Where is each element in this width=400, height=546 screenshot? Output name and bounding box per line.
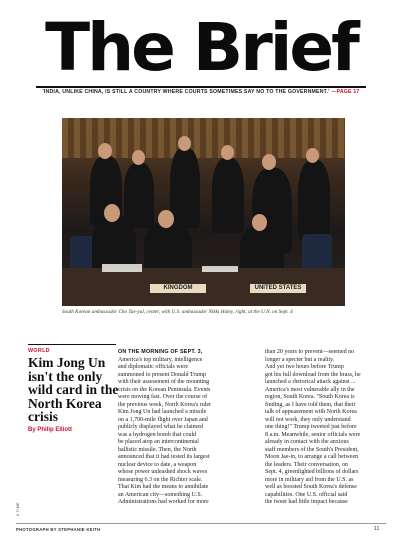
- column-line: measuring 6.3 on the Richter scale.: [118, 476, 203, 483]
- column-line: That Kim had the means to annihilate: [118, 484, 209, 491]
- column-line: one thing!" Trump tweeted just before: [265, 424, 357, 431]
- photo-credit: PHOTOGRAPH BY STEPHANIE KEITH: [16, 527, 101, 532]
- column-line: be placed atop an intercontinental: [118, 439, 199, 446]
- kicker-rule: [28, 344, 116, 345]
- column-line: was a hydrogen bomb that could: [118, 431, 197, 438]
- photo-head: [132, 150, 145, 165]
- column-line: staff members of the South's President,: [265, 446, 359, 453]
- column-line: capabilities. One U.S. official said: [265, 491, 348, 498]
- photo-figure: [298, 160, 330, 240]
- column-line: America's top military, intelligence: [118, 356, 203, 363]
- column-line: launched a rhetorical attack against ...: [265, 379, 356, 386]
- page-number: 11: [374, 526, 380, 532]
- column-line: America's most vulnerable ally in the: [265, 386, 355, 393]
- column-line: Administrations had worked for more: [118, 499, 209, 506]
- photo-head: [252, 214, 267, 231]
- photo-chair: [302, 234, 332, 270]
- article-lead-in: ON THE MORNING OF SEPT. 3,: [118, 349, 203, 355]
- column-line: were moving fast. Over the course of: [118, 394, 208, 401]
- photo-papers: [202, 266, 238, 272]
- article-byline: By Philip Elliott: [28, 427, 73, 433]
- column-line: the leaders. Their conversation, on: [265, 461, 348, 468]
- column-line: an American city—something U.S.: [118, 491, 203, 498]
- column-line: on a 1,700-mile flight over Japan and: [118, 416, 208, 423]
- photo-caption: South Korean ambassador Cho Tae-yul, center, with U.S. ambassador Nikki Haley, right, at the U.N. on Sept. 4: [62, 309, 293, 315]
- masthead-rule: [36, 86, 366, 88]
- column-line: with their assessment of the mounting: [118, 379, 210, 386]
- column-line: the tweet had little impact because: [265, 499, 348, 506]
- column-line: will not work, they only understand: [265, 416, 351, 423]
- column-line: more in military aid from the U.S. as: [265, 476, 354, 483]
- nameplate-right: UNITED STATES: [250, 284, 306, 293]
- photo-figure: [170, 148, 200, 228]
- column-line: summoned to present Donald Trump: [118, 371, 206, 378]
- column-line: the previous week, North Korea's ruler: [118, 401, 212, 408]
- photo-head: [306, 148, 319, 163]
- photo-head: [178, 136, 191, 151]
- column-line: already in contact with the anxious: [265, 439, 349, 446]
- article-column-2: [265, 349, 381, 507]
- column-line: announced that it had tested its largest: [118, 454, 210, 461]
- column-line: Sept. 4, greenlighted billions of dollars: [265, 469, 359, 476]
- section-kicker: WORLD: [28, 348, 50, 354]
- article-headline: Kim Jong Un isn't the only wild card in the North Korea crisis: [28, 355, 119, 424]
- column-line: got his full download from the brass, he: [265, 371, 361, 378]
- photo-head: [104, 204, 120, 222]
- column-line: 8 a.m. Meanwhile, senior officials were: [265, 431, 361, 438]
- photo-head: [158, 210, 174, 228]
- article-column-1: [118, 349, 234, 507]
- side-credit-text: 8 TIME: [16, 502, 20, 516]
- column-line: well as boosted South Korea's defense: [265, 484, 357, 491]
- nameplate-left: KINGDOM: [150, 284, 206, 293]
- column-line: crisis on the Korean Peninsula. Events: [118, 386, 211, 393]
- column-line: region, South Korea. "South Korea is: [265, 394, 355, 401]
- column-line: Moon Jae-in, to arrange a call between: [265, 454, 359, 461]
- photo-head: [221, 145, 234, 160]
- column-line: nuclear device to date, a weapon: [118, 461, 197, 468]
- column-line: than 20 years to prevent—seemed no: [265, 349, 355, 355]
- pullquote: [36, 89, 366, 99]
- photo-figure: [212, 158, 244, 233]
- column-line: publicly displayed what he claimed: [118, 424, 203, 431]
- lead-photo: [62, 118, 345, 306]
- column-line: talk of appeasement with North Korea: [265, 409, 357, 416]
- pullquote-page-ref: —PAGE 17: [331, 89, 360, 95]
- photo-figure: [124, 163, 154, 228]
- column-line: And yet two hours before Trump: [265, 364, 344, 371]
- column-line: whose power unleashed shock waves: [118, 469, 208, 476]
- masthead-title: The Brief: [45, 9, 357, 86]
- photo-head: [98, 143, 112, 159]
- side-credit: [16, 488, 21, 516]
- column-line: finding, as I have told them, that their: [265, 401, 356, 408]
- column-line: ballistic missile. Then, the North: [118, 446, 197, 453]
- footer-rule: [16, 523, 386, 524]
- photo-papers: [102, 264, 142, 272]
- photo-head: [262, 154, 276, 170]
- column-line: longer a specter but a reality.: [265, 356, 335, 363]
- pullquote-text: 'INDIA, UNLIKE CHINA, IS STILL A COUNTRY WHERE COURTS SOMETIMES SAY NO TO THE GOVERNMENT.': [42, 89, 330, 95]
- column-line: Kim Jong Un had launched a missile: [118, 409, 207, 416]
- column-line: and diplomatic officials were: [118, 364, 189, 371]
